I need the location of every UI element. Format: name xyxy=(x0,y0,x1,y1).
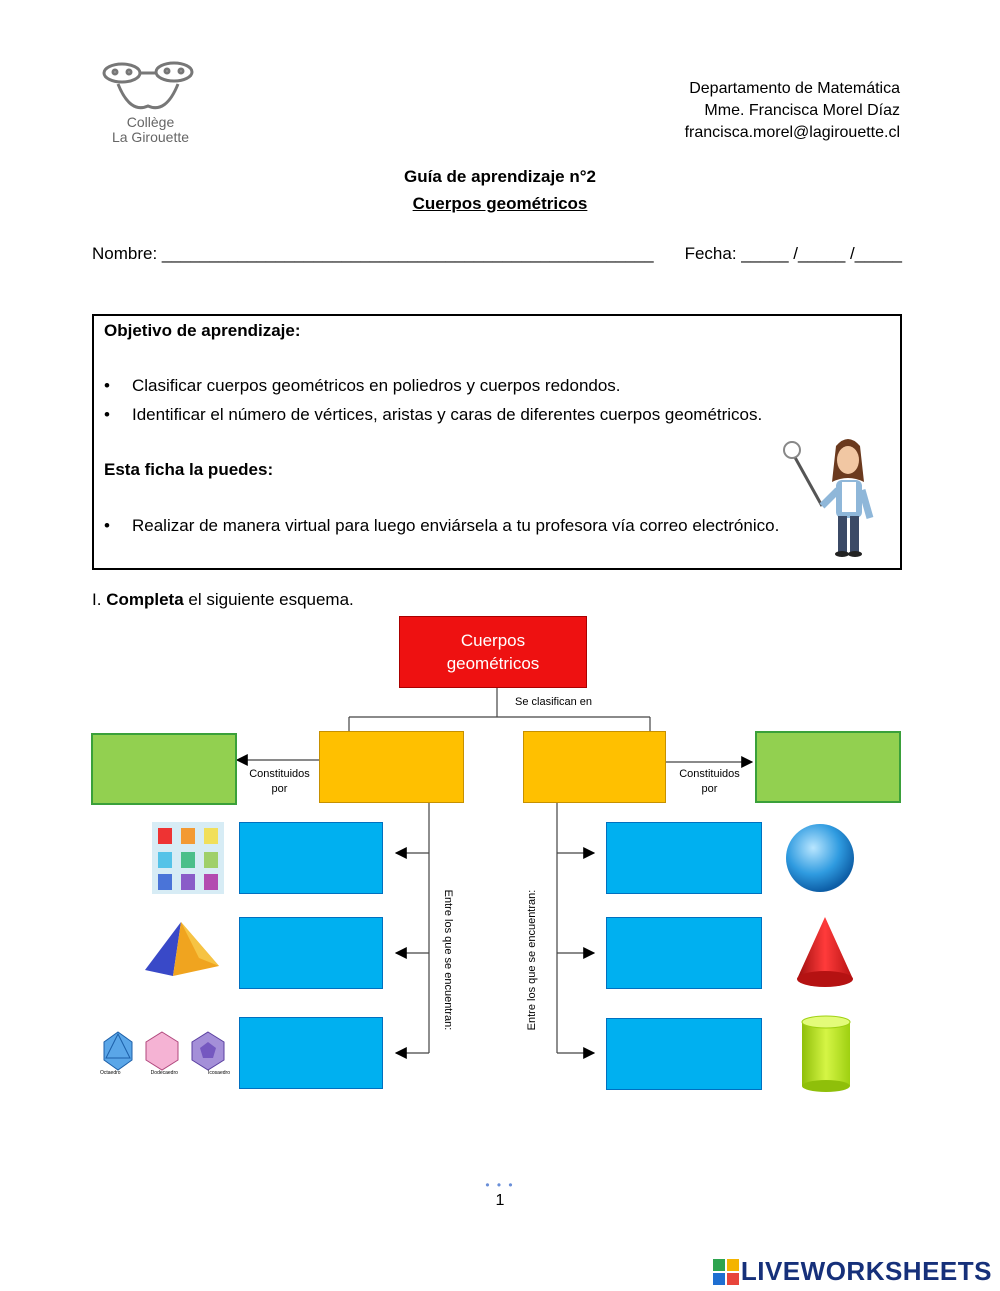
answer-box-left-2[interactable] xyxy=(239,917,383,989)
category-box-left[interactable] xyxy=(319,731,464,803)
cone-image-icon xyxy=(795,915,855,989)
polyhedra-labels: Octaedro Dodecaedro Icosaedro xyxy=(100,1070,230,1076)
section-numeral: I. xyxy=(92,590,102,609)
among-label-left: Entre los que se encuentran: xyxy=(442,889,454,1031)
teacher-email: francisca.morel@lagirouette.cl xyxy=(684,124,900,141)
liveworksheets-icon xyxy=(713,1259,739,1285)
answer-box-left-1[interactable] xyxy=(239,822,383,894)
logo-line2: La Girouette xyxy=(111,129,190,145)
element-box-left[interactable] xyxy=(91,733,237,805)
constituted-label-right: Constituidos por xyxy=(679,768,740,795)
page-dots: • • • xyxy=(485,1178,515,1192)
logo-line1: Collège xyxy=(126,114,175,130)
root-line2: geométricos xyxy=(446,654,540,673)
classify-label: Se clasifican en xyxy=(515,696,593,708)
usage-heading: Esta ficha la puedes: xyxy=(104,460,274,479)
category-box-right[interactable] xyxy=(523,731,666,803)
among-label-right: Entre los que se encuentran: xyxy=(526,889,538,1031)
date-field[interactable]: Fecha: _____ /_____ /_____ xyxy=(684,244,902,263)
objective-item: • Clasificar cuerpos geométricos en poliedros y cuerpos redondos. xyxy=(104,376,621,395)
answer-box-right-1[interactable] xyxy=(606,822,762,894)
objective-item: • Identificar el número de vértices, aristas y caras de diferentes cuerpos geométricos. xyxy=(104,405,763,424)
page-number: 1 xyxy=(495,1192,505,1209)
pyramid-image-icon xyxy=(143,920,221,978)
topic-title: Cuerpos geométricos xyxy=(412,194,588,213)
usage-item: • Realizar de manera virtual para luego enviársela a tu profesora vía correo electrónico. xyxy=(104,516,780,535)
page-indicator xyxy=(0,1178,1000,1210)
cylinder-image-icon xyxy=(800,1014,852,1094)
constituted-label-left: Constituidos por xyxy=(249,768,310,795)
objectives-heading: Objetivo de aprendizaje: xyxy=(104,321,301,340)
section-bold: Completa xyxy=(106,590,184,609)
department: Departamento de Matemática xyxy=(689,80,900,97)
teacher-name: Mme. Francisca Morel Díaz xyxy=(704,102,900,119)
element-box-right[interactable] xyxy=(755,731,901,803)
guide-title: Guía de aprendizaje n°2 xyxy=(404,167,596,186)
root-line1: Cuerpos xyxy=(460,631,526,650)
root-node xyxy=(399,616,587,688)
answer-box-right-2[interactable] xyxy=(606,917,762,989)
liveworksheets-logo xyxy=(713,1256,992,1287)
prisms-image-icon xyxy=(152,822,224,894)
answer-box-right-3[interactable] xyxy=(606,1018,762,1090)
name-field[interactable]: Nombre: ____________________________________________________ xyxy=(92,244,654,263)
sphere-image-icon xyxy=(784,822,856,894)
answer-box-left-3[interactable] xyxy=(239,1017,383,1089)
section-rest: el siguiente esquema. xyxy=(188,590,354,609)
brand-name: LIVEWORKSHEETS xyxy=(740,1256,992,1286)
